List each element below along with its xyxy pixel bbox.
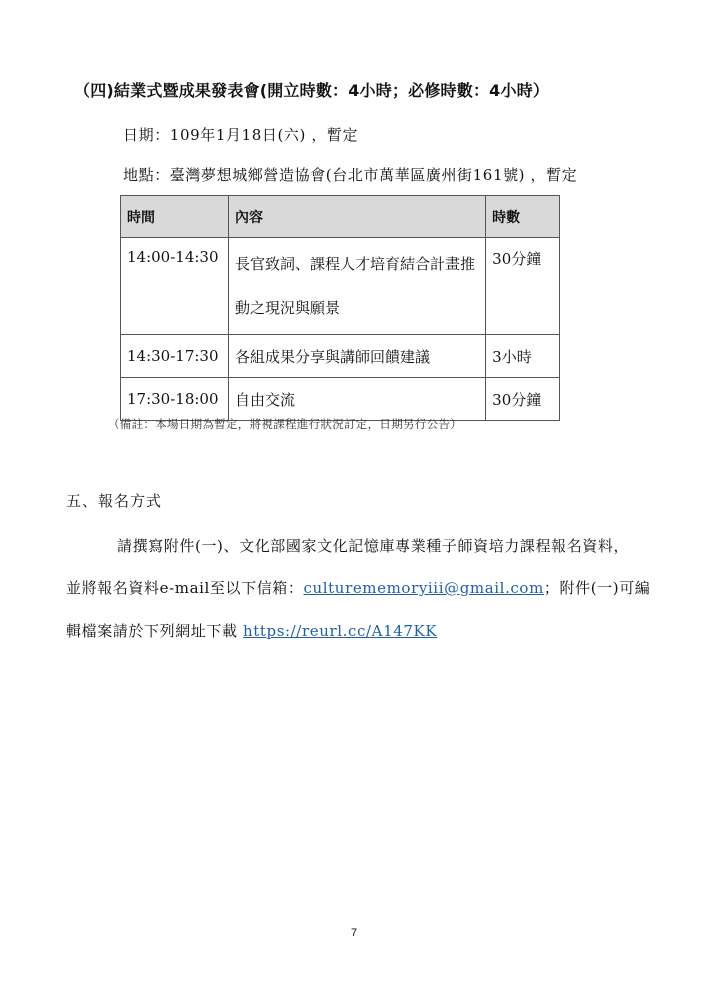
cell-time: 17:30-18:00	[121, 378, 229, 421]
schedule-table	[120, 195, 560, 421]
download-url-link[interactable]: https://reurl.cc/A147KK	[242, 622, 438, 640]
table-header-row	[121, 196, 560, 238]
registration-paragraph-2	[66, 577, 650, 598]
para2-suffix: ；附件(一)可編	[543, 579, 651, 597]
event-venue: 地點：臺灣夢想城鄉營造協會(台北市萬華區廣州街161號) ，暫定	[123, 166, 578, 184]
cell-content: 自由交流	[228, 378, 485, 421]
table-row	[121, 378, 560, 421]
cell-time: 14:30-17:30	[121, 335, 229, 378]
para3-prefix: 輯檔案請於下列網址下載	[66, 622, 243, 640]
cell-hours: 30分鐘	[486, 238, 560, 335]
registration-paragraph-3	[66, 620, 437, 641]
header-time: 時間	[121, 196, 229, 238]
section-heading: （四)結業式暨成果發表會(開立時數：4小時；必修時數：4小時）	[74, 81, 550, 100]
header-content: 內容	[228, 196, 485, 238]
cell-content: 各組成果分享與講師回饋建議	[228, 335, 485, 378]
para2-prefix: 並將報名資料e-mail至以下信箱：	[66, 579, 304, 597]
header-hours: 時數	[486, 196, 560, 238]
cell-time: 14:00-14:30	[121, 238, 229, 335]
page-number: 7	[350, 927, 358, 939]
table-row	[121, 238, 560, 335]
table-row	[121, 335, 560, 378]
section-5-title: 五、報名方式	[66, 492, 163, 510]
cell-hours: 3小時	[486, 335, 560, 378]
registration-paragraph-1: 請撰寫附件(一)、文化部國家文化記憶庫專業種子師資培力課程報名資料，	[117, 537, 630, 555]
cell-hours: 30分鐘	[486, 378, 560, 421]
email-link[interactable]: culturememoryiii@gmail.com	[303, 579, 544, 597]
event-date: 日期：109年1月18日(六) ，暫定	[123, 126, 359, 144]
table-note: （備註：本場日期為暫定，將視課程進行狀況訂定，日期另行公告）	[108, 417, 462, 431]
cell-content: 長官致詞、課程人才培育結合計畫推動之現況與願景	[228, 238, 485, 335]
